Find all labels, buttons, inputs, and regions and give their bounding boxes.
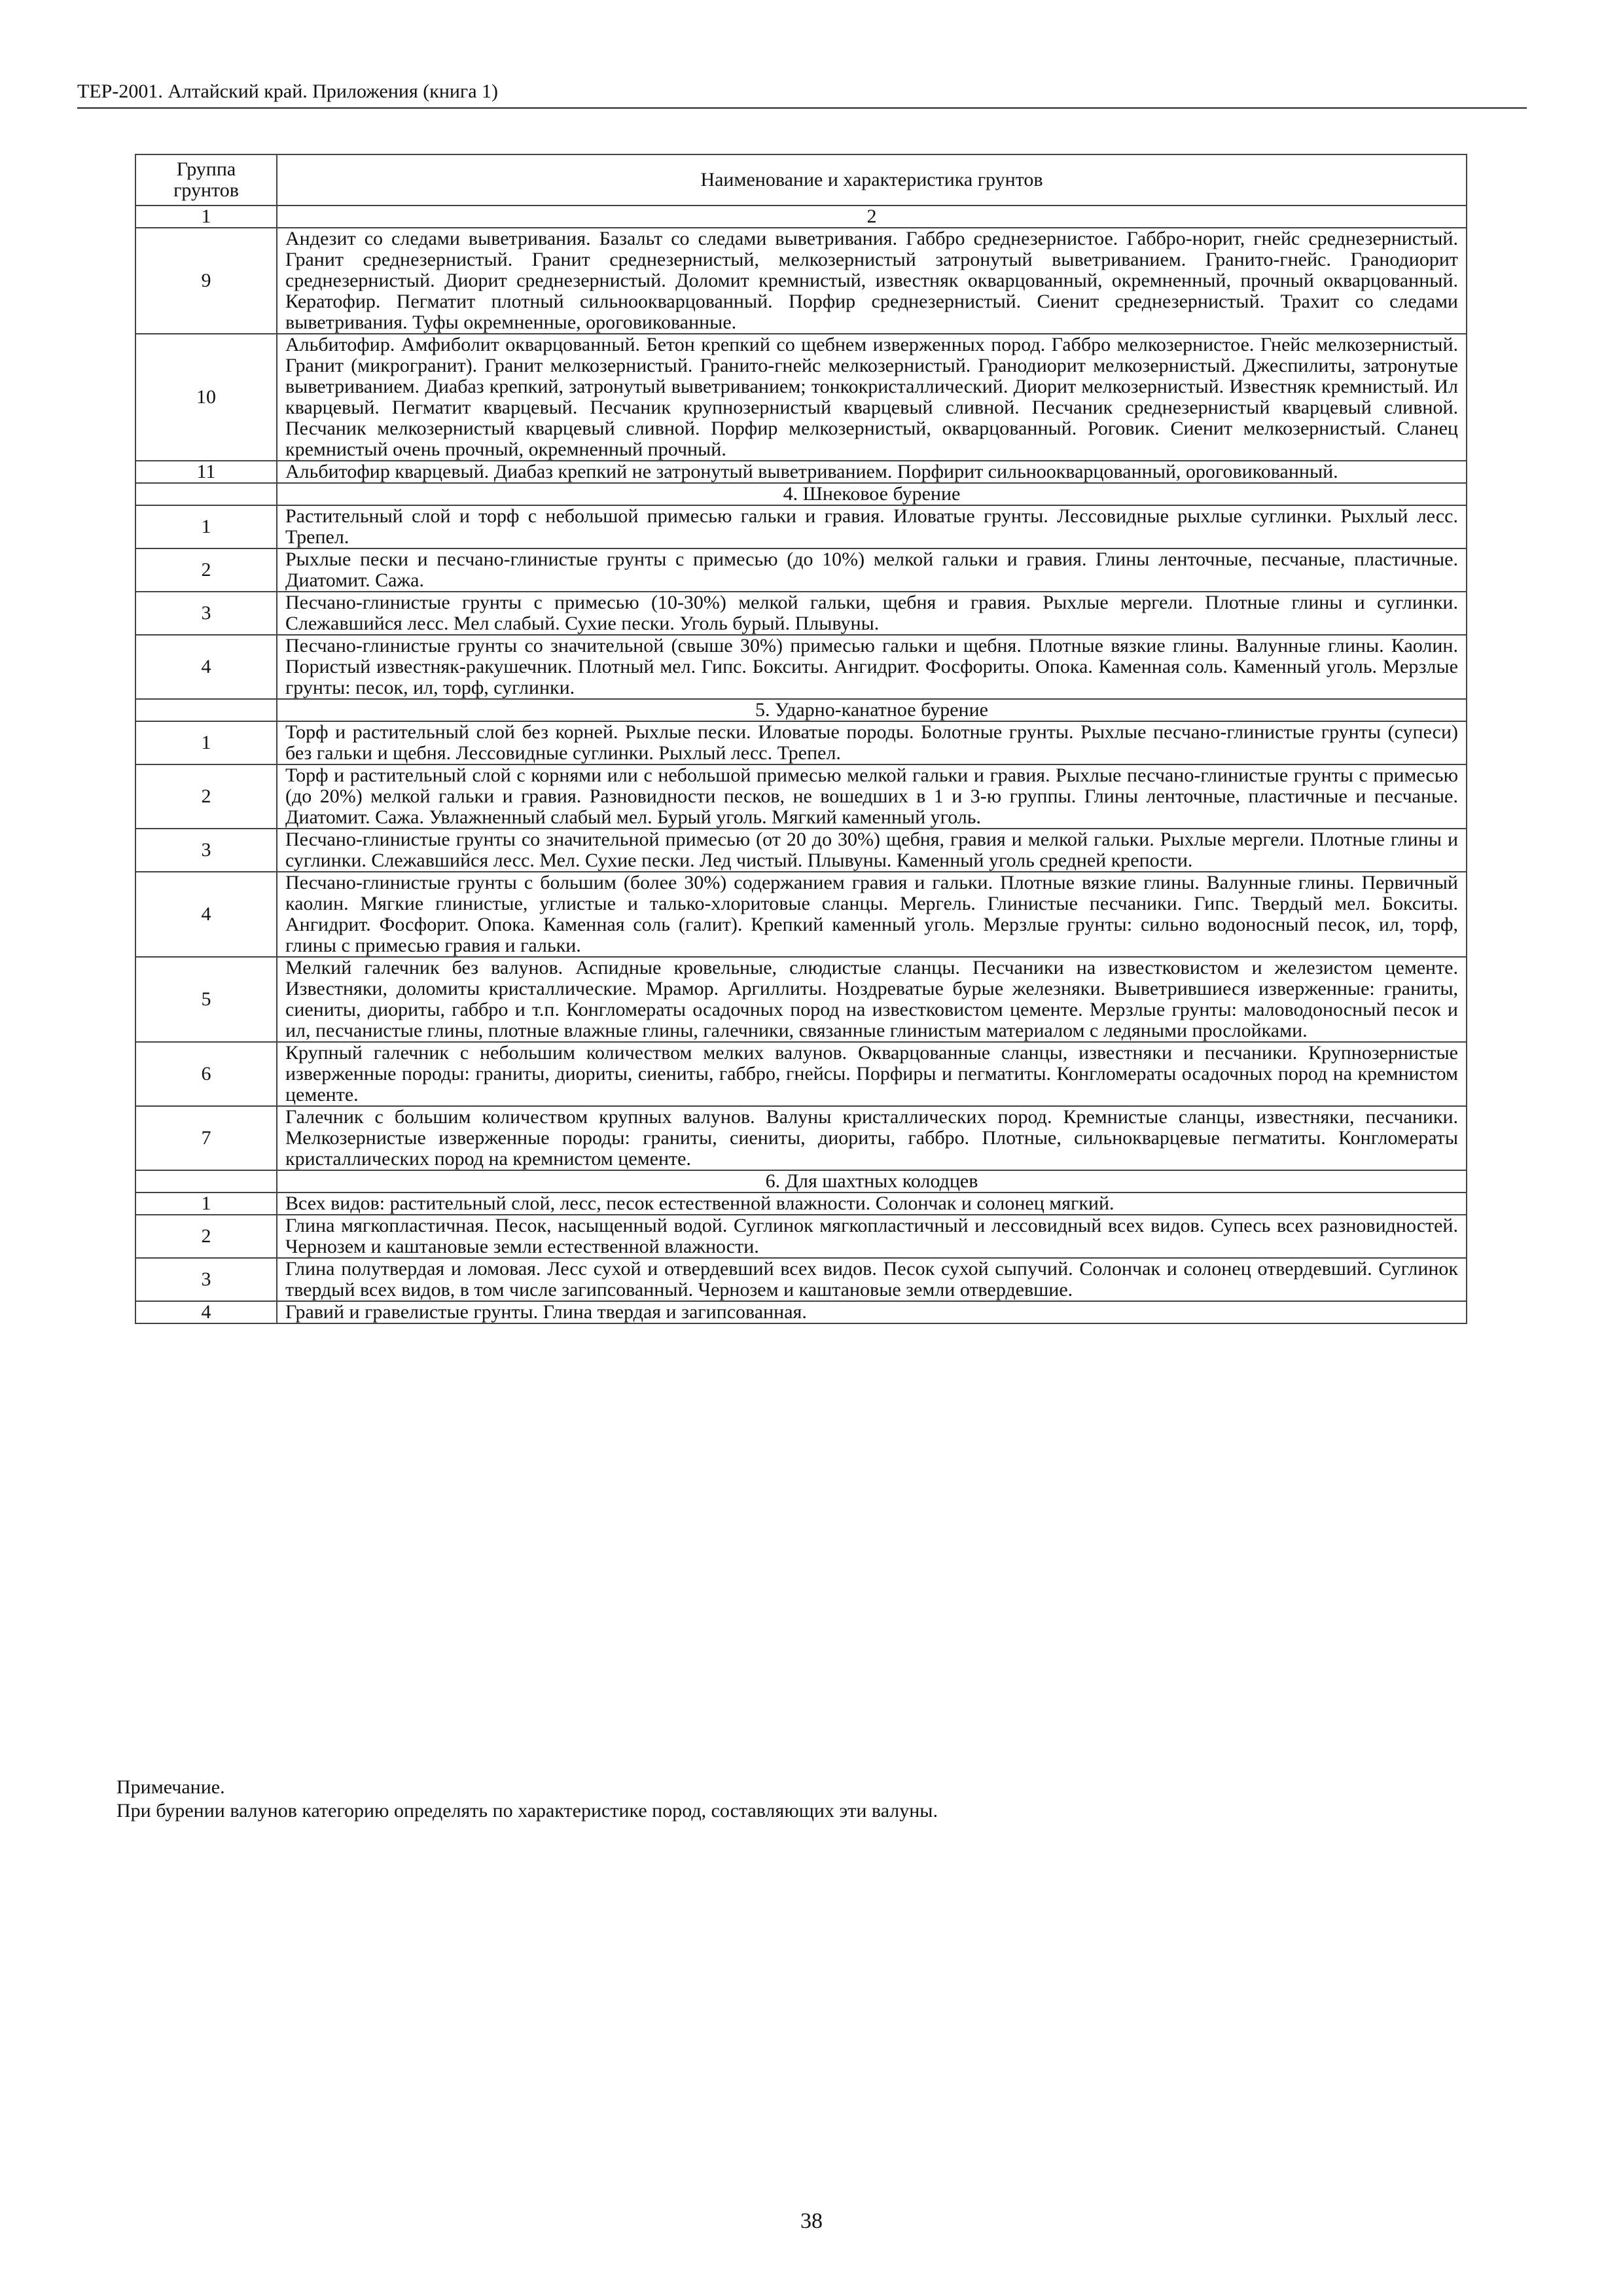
group-number-cell: 4 [135, 1301, 277, 1323]
soil-description-cell: Растительный слой и торф с небольшой примесью гальки и гравия. Иловатые грунты. Лессовидные рыхлые суглинки. Рыхлый лесс. Трепел. [277, 505, 1467, 548]
page-number: 38 [800, 2209, 823, 2233]
column-header-description: Наименование и характеристика грунтов [277, 154, 1467, 206]
group-number-cell: 1 [135, 1193, 277, 1215]
soil-description-cell: Глина мягкопластичная. Песок, насыщенный водой. Суглинок мягкопластичный и лессовидный всех видов. Супесь всех разновидностей. Чернозем и каштановые земли естественной влажности. [277, 1215, 1467, 1258]
section-title: 4. Шнековое бурение [277, 483, 1467, 505]
table-row [135, 1106, 1467, 1170]
table-row [135, 721, 1467, 764]
group-number-cell: 4 [135, 635, 277, 699]
column-number-row [135, 206, 1467, 228]
section-empty-cell [135, 1170, 277, 1193]
note [116, 1776, 1491, 1823]
section-title: 6. Для шахтных колодцев [277, 1170, 1467, 1193]
soil-description-cell: Галечник с большим количеством крупных валунов. Валуны кристаллических пород. Кремнистые сланцы, известняки, песчаники. Мелкозернистые изверженные породы: граниты, сиениты, диориты, габбро. Плотные, сильнокварцевые пегматиты. Конгломераты кристаллических пород на кремнистом цементе. [277, 1106, 1467, 1170]
column-number-2: 2 [277, 206, 1467, 228]
table-row [135, 1042, 1467, 1106]
soil-description-cell: Мелкий галечник без валунов. Аспидные кровельные, слюдистые сланцы. Песчаники на известковистом и железистом цементе. Известняки, доломиты кристаллические. Мрамор. Аргиллиты. Ноздреватые бурые железняки. Выветрившиеся изверженные: граниты, сиениты, диориты, габбро и т.п. Конгломераты осадочных пород на известковистом цементе. Мерзлые грунты: маловодоносный песок и ил, песчанистые глины, плотные влажные глины, галечники, связанные глинистым материалом с ледяными прослойками. [277, 957, 1467, 1042]
group-number-cell: 11 [135, 461, 277, 483]
soil-description-cell: Гравий и гравелистые грунты. Глина твердая и загипсованная. [277, 1301, 1467, 1323]
group-number-cell: 9 [135, 228, 277, 334]
group-number-cell: 5 [135, 957, 277, 1042]
section-empty-cell [135, 483, 277, 505]
group-number-cell: 1 [135, 505, 277, 548]
table-row [135, 1301, 1467, 1323]
group-number-cell: 6 [135, 1042, 277, 1106]
note-text: При бурении валунов категорию определять по характеристике пород, составляющих эти валуны. [116, 1800, 938, 1821]
soil-description-cell: Всех видов: растительный слой, лесс, песок естественной влажности. Солончак и солонец мягкий. [277, 1193, 1467, 1215]
page-header: ТЕР-2001. Алтайский край. Приложения (книга 1) [77, 79, 1527, 109]
column-number-1: 1 [135, 206, 277, 228]
group-number-cell: 1 [135, 721, 277, 764]
group-number-cell: 4 [135, 872, 277, 957]
table-row [135, 872, 1467, 957]
section-empty-cell [135, 699, 277, 721]
soil-description-cell: Песчано-глинистые грунты со значительной примесью (от 20 до 30%) щебня, гравия и мелкой гальки. Рыхлые мергели. Плотные глины и суглинки. Слежавшийся лесс. Мел. Сухие пески. Лед чистый. Плывуны. Каменный уголь средней крепости. [277, 829, 1467, 872]
table-header-row [135, 154, 1467, 206]
table-row [135, 829, 1467, 872]
table-row [135, 592, 1467, 635]
table-row [135, 1193, 1467, 1215]
soil-description-cell: Торф и растительный слой с корнями или с небольшой примесью мелкой гальки и гравия. Рыхлые песчано-глинистые грунты с примесью (до 20%) мелкой гальки и гравия. Разновидности песков, не вошедших в 1 и 3-ю группы. Глины ленточные, пластичные и песчаные. Диатомит. Сажа. Увлажненный слабый мел. Бурый уголь. Мягкий каменный уголь. [277, 764, 1467, 829]
soil-description-cell: Альбитофир кварцевый. Диабаз крепкий не затронутый выветриванием. Порфирит сильноокварцованный, ороговикованный. [277, 461, 1467, 483]
soil-description-cell: Рыхлые пески и песчано-глинистые грунты с примесью (до 10%) мелкой гальки и гравия. Глины ленточные, песчаные, пластичные. Диатомит. Сажа. [277, 548, 1467, 592]
table-row [135, 1258, 1467, 1301]
soil-description-cell: Песчано-глинистые грунты с большим (более 30%) содержанием гравия и гальки. Плотные вязкие глины. Валунные глины. Первичный каолин. Мягкие глинистые, углистые и талько-хлоритовые сланцы. Мергель. Глинистые песчаники. Гипс. Твердый мел. Бокситы. Ангидрит. Фосфорит. Опока. Каменная соль (галит). Крепкий каменный уголь. Мерзлые грунты: сильно водоносный песок, ил, торф, глины с примесью гравия и гальки. [277, 872, 1467, 957]
group-number-cell: 3 [135, 592, 277, 635]
table-row [135, 635, 1467, 699]
group-number-cell: 7 [135, 1106, 277, 1170]
table-row [135, 228, 1467, 334]
group-number-cell: 2 [135, 764, 277, 829]
table-row [135, 1215, 1467, 1258]
table-row [135, 764, 1467, 829]
soil-description-cell: Торф и растительный слой без корней. Рыхлые пески. Иловатые породы. Болотные грунты. Рыхлые песчано-глинистые грунты (супеси) без гальки и щебня. Лессовидные суглинки. Рыхлый лесс. Трепел. [277, 721, 1467, 764]
table-row [135, 505, 1467, 548]
group-number-cell: 10 [135, 334, 277, 461]
soil-description-cell: Песчано-глинистые грунты с примесью (10-30%) мелкой гальки, щебня и гравия. Рыхлые мергели. Плотные глины и суглинки. Слежавшийся лесс. Мел слабый. Сухие пески. Уголь бурый. Плывуны. [277, 592, 1467, 635]
table-row [135, 334, 1467, 461]
table-row [135, 461, 1467, 483]
soil-description-cell: Андезит со следами выветривания. Базальт со следами выветривания. Габбро среднезернистое. Габбро-норит, гнейс среднезернистый. Гранит среднезернистый. Гранит среднезернистый, мелкозернистый затронутый выветриванием. Гранито-гнейс. Гранодиорит среднезернистый. Диорит среднезернистый. Доломит кремнистый, известняк окварцованный, окремненный, прочный окварцованный. Кератофир. Пегматит плотный сильноокварцованный. Порфир среднезернистый. Сиенит среднезернистый. Трахит со следами выветривания. Туфы окремненные, ороговикованные. [277, 228, 1467, 334]
soil-description-cell: Альбитофир. Амфиболит окварцованный. Бетон крепкий со щебнем изверженных пород. Габбро мелкозернистое. Гнейс мелкозернистый. Гранит (микрогранит). Гранит мелкозернистый. Гранито-гнейс мелкозернистый. Гранодиорит мелкозернистый. Джеспилиты, затронутые выветриванием. Диабаз крепкий, затронутый выветриванием; тонкокристаллический. Диорит мелкозернистый. Известняк кремнистый. Ил кварцевый. Пегматит кварцевый. Песчаник крупнозернистый кварцевый сливной. Песчаник среднезернистый кварцевый сливной. Песчаник мелкозернистый кварцевый сливной. Порфир мелкозернистый, окварцованный. Роговик. Сиенит мелкозернистый. Сланец кремнистый очень прочный, окремненный прочный. [277, 334, 1467, 461]
group-number-cell: 3 [135, 829, 277, 872]
group-number-cell: 2 [135, 1215, 277, 1258]
soil-description-cell: Песчано-глинистые грунты со значительной (свыше 30%) примесью гальки и щебня. Плотные вязкие глины. Валунные глины. Каолин. Пористый известняк-ракушечник. Плотный мел. Гипс. Бокситы. Ангидрит. Фосфориты. Опока. Каменная соль. Каменный уголь. Мерзлые грунты: песок, ил, торф, суглинки. [277, 635, 1467, 699]
soil-groups-table [135, 154, 1467, 1324]
section-title: 5. Ударно-канатное бурение [277, 699, 1467, 721]
section-header-row [135, 1170, 1467, 1193]
section-header-row [135, 483, 1467, 505]
table-row [135, 548, 1467, 592]
column-header-group: Группа грунтов [135, 154, 277, 206]
group-number-cell: 3 [135, 1258, 277, 1301]
soil-description-cell: Глина полутвердая и ломовая. Лесс сухой и отвердевший всех видов. Песок сухой сыпучий. Солончак и солонец отвердевший. Суглинок твердый всех видов, в том числе загипсованный. Чернозем и каштановые земли отвердевшие. [277, 1258, 1467, 1301]
table-row [135, 957, 1467, 1042]
soil-description-cell: Крупный галечник с небольшим количеством мелких валунов. Окварцованные сланцы, известняки и песчаники. Крупнозернистые изверженные породы: граниты, диориты, сиениты, габбро, гнейсы. Порфиры и пегматиты. Конгломераты осадочных пород на кремнистом цементе. [277, 1042, 1467, 1106]
section-header-row [135, 699, 1467, 721]
group-number-cell: 2 [135, 548, 277, 592]
note-title: Примечание. [116, 1776, 225, 1798]
